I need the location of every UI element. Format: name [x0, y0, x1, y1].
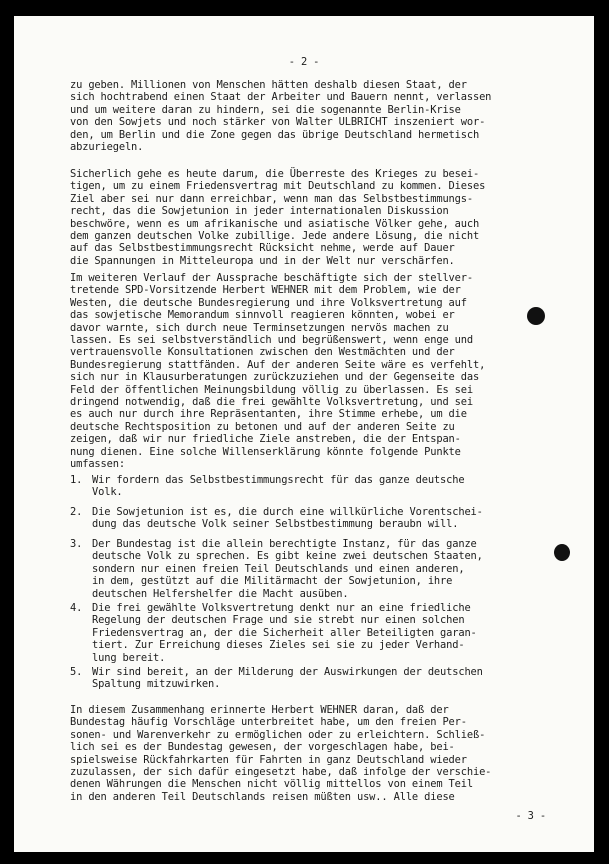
- list-number: 2.: [70, 506, 83, 518]
- next-page-marker: - 3 -: [515, 810, 546, 822]
- paragraph-4: In diesem Zusammenhang erinnerte Herbert WEHNER daran, daß der Bundestag häufig Vorschläge unterbreitet habe, um den freien Per- sonen- und Warenverkehr zu ermöglichen oder zu erleichtern. Schließ- lich sei es der Bundestag gewesen, der vorgeschlagen habe, bei- spielsweise Rückfahrkarten für Fahrten in ganz Deutschland wieder zuzulassen, der sich dafür eingesetzt habe, daß infolge der verschie- denen Währungen die Menschen nicht völlig mittellos von einem Teil in den anderen Teil Deutschlands reisen müßten usw.. Alle diese: [70, 704, 492, 803]
- paragraph-1: zu geben. Millionen von Menschen hätten deshalb diesen Staat, der sich hochtrabend einen Staat der Arbeiter und Bauern nennt, verlassen und um weitere daran zu hindern, sei die sogenannte Berlin-Krise von den Sowjets und noch stärker von Walter ULBRICHT inszeniert wor- den, um Berlin und die Zone gegen das übrige Deutschland hermetisch abzuriegeln.: [70, 79, 492, 154]
- paragraph-3: Im weiteren Verlauf der Aussprache beschäftigte sich der stellver- tretende SPD-Vorsitzende Herbert WEHNER mit dem Problem, wie der Westen, die deutsche Bundesregierung und ihre Volksvertretung auf das sowjetische Memorandum sinnvoll reagieren könnten, wobei er davor warnte, sich durch neue Terminsetzungen nervös machen zu lassen. Es sei selbstverständlich und begrüßenswert, wenn enge und vertrauensvolle Konsultationen zwischen den Westmächten und der Bundesregierung stattfänden. Auf der anderen Seite wäre es verfehlt, sich nur in Klausurberatungen zurückzuziehen und der Gegenseite das Feld der öffentlichen Meinungsbildung völlig zu überlassen. Es sei dringend notwendig, daß die frei gewählte Volksvertretung, und sei es auch nur durch ihre Repräsentanten, ihre Stimme erhebe, um die deutsche Rechtsposition zu betonen und auf der anderen Seite zu zeigen, daß wir nur friedliche Ziele anstreben, die der Entspan- nung dienen. Eine solche Willenserklärung könnte folgende Punkte umfassen:: [70, 272, 486, 471]
- list-text: Wir fordern das Selbstbestimmungsrecht für das ganze deutsche Volk.: [92, 474, 465, 499]
- list-text: Der Bundestag ist die allein berechtigte Instanz, für das ganze deutsche Volk zu sprechen. Es gibt keine zwei deutschen Staaten, sondern nur einen freien Teil Deutschlands und einen anderen, in dem, gestützt auf die Militärmacht der Sowjetunion, ihre deutschen Helfershelfer die Macht ausüben.: [92, 538, 483, 600]
- list-number: 1.: [70, 474, 83, 486]
- list-text: Die Sowjetunion ist es, die durch eine willkürliche Vorentschei- dung das deutsche Volk seiner Selbstbestimmung beraubn will.: [92, 506, 483, 531]
- list-text: Die frei gewählte Volksvertretung denkt nur an eine friedliche Regelung der deutschen Frage und sie strebt nur einen solchen Friedensvertrag an, der die Sicherheit aller Beteiligten garan- tiert. Zur Erreichung dieses Zieles sei sie zu jeder Verhand- lung bereit.: [92, 602, 477, 664]
- ink-blot: [527, 307, 545, 325]
- page-number: - 2 -: [288, 56, 320, 68]
- typewritten-text: [14, 16, 594, 852]
- list-number: 5.: [70, 666, 83, 678]
- list-number: 3.: [70, 538, 83, 550]
- list-text: Wir sind bereit, an der Milderung der Auswirkungen der deutschen Spaltung mitzuwirken.: [92, 666, 483, 691]
- list-number: 4.: [70, 602, 83, 614]
- ink-blot: [554, 544, 570, 561]
- paragraph-2: Sicherlich gehe es heute darum, die Überreste des Krieges zu besei- tigen, um zu einem Friedensvertrag mit Deutschland zu kommen. Dieses Ziel aber sei nur dann erreichbar, wenn man das Selbstbestimmungs- recht, das die Sowjetunion in jeder internationalen Diskussion beschwöre, wenn es um afrikanische und asiatische Völker gehe, auch dem ganzen deutschen Volke zubillige. Jede andere Lösung, die nicht auf das Selbstbestimmungsrecht Rücksicht nehme, werde auf Dauer die Spannungen in Mitteleuropa und in der Welt nur verschärfen.: [70, 168, 486, 267]
- document-page: [14, 16, 594, 852]
